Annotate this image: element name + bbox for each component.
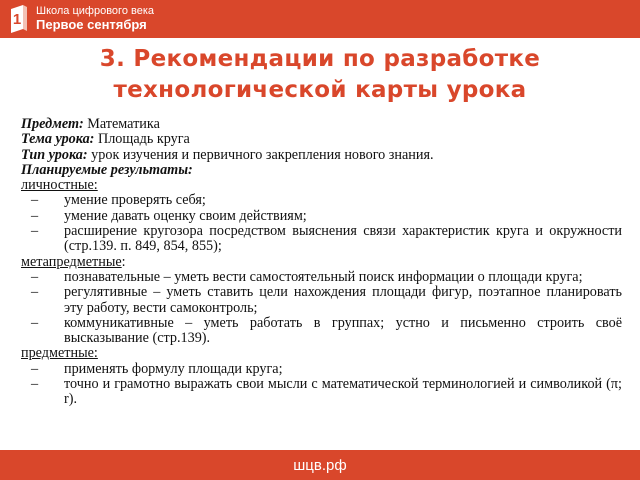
dash-marker: – (31, 223, 39, 240)
svg-text:1: 1 (12, 11, 22, 28)
field-label: Предмет: (21, 116, 84, 132)
list-item-text: умение проверять себя; (64, 192, 206, 209)
results-heading: Планируемые результаты: (21, 161, 193, 178)
dash-marker: – (31, 268, 39, 285)
list-item (21, 224, 622, 255)
list-item-text: познавательные – уметь вести самостоятельный поиск информации о площади круга; (64, 268, 583, 285)
list-item (21, 362, 622, 377)
subject-results-list (21, 362, 622, 408)
logo (8, 3, 154, 35)
footer-link[interactable]: шцв.рф (293, 456, 347, 474)
list-item (21, 377, 622, 408)
slide-title (40, 44, 600, 106)
list-item (21, 193, 622, 208)
list-item (21, 209, 622, 224)
list-item-text: умение давать оценку своим действиям; (64, 207, 307, 224)
section-meta-suffix: : (121, 253, 126, 270)
field-value: Площадь круга (94, 131, 190, 148)
personal-results-list (21, 193, 622, 254)
section-personal-label: личностные: (21, 177, 98, 194)
list-item (21, 316, 622, 347)
header-bar (0, 0, 640, 38)
list-item-text: точно и грамотно выражать свои мысли с математической терминологией и символикой (π; r). (64, 376, 622, 408)
dash-marker: – (31, 207, 39, 224)
section-meta-heading (21, 255, 622, 270)
field-label: Тип урока: (21, 146, 88, 163)
footer-bar (0, 450, 640, 480)
title-line-2: технологической карты урока (113, 77, 527, 103)
list-item (21, 285, 622, 316)
field-label: Тема урока: (21, 131, 95, 148)
list-item-text: расширение кругозора посредством выяснения связи характеристик круга и окружности (стр.139. п. 849, 854, 855); (64, 223, 622, 255)
lesson-content (21, 117, 622, 439)
title-line-1: 3. Рекомендации по разработке (99, 46, 541, 72)
field-value: урок изучения и первичного закрепления нового знания. (87, 146, 434, 163)
logo-text (36, 6, 154, 31)
logo-line-2: Первое сентября (36, 16, 147, 32)
meta-results-list (21, 270, 622, 346)
dash-marker: – (31, 376, 39, 393)
list-item-text: применять формулу площади круга; (64, 360, 283, 377)
dash-marker: – (31, 314, 39, 331)
field-subject (21, 117, 622, 132)
field-topic (21, 132, 622, 147)
logo-line-1: Школа цифрового века (36, 5, 155, 18)
list-item-text: регулятивные – уметь ставить цели нахождения площади фигур, поэтапное планировать эту работу, вести самоконтроль; (64, 284, 622, 316)
dash-marker: – (31, 284, 39, 301)
section-subject-label: предметные: (21, 345, 98, 362)
section-meta-label: метапредметные (21, 253, 122, 270)
field-lesson-type (21, 148, 622, 163)
dash-marker: – (31, 360, 39, 377)
list-item-text: коммуникативные – уметь работать в группах; устно и письменно строить своё высказывание (стр.139). (64, 314, 622, 347)
list-item (21, 270, 622, 285)
dash-marker: – (31, 192, 39, 209)
field-value: Математика (83, 116, 160, 132)
school-logo-icon (8, 4, 30, 34)
